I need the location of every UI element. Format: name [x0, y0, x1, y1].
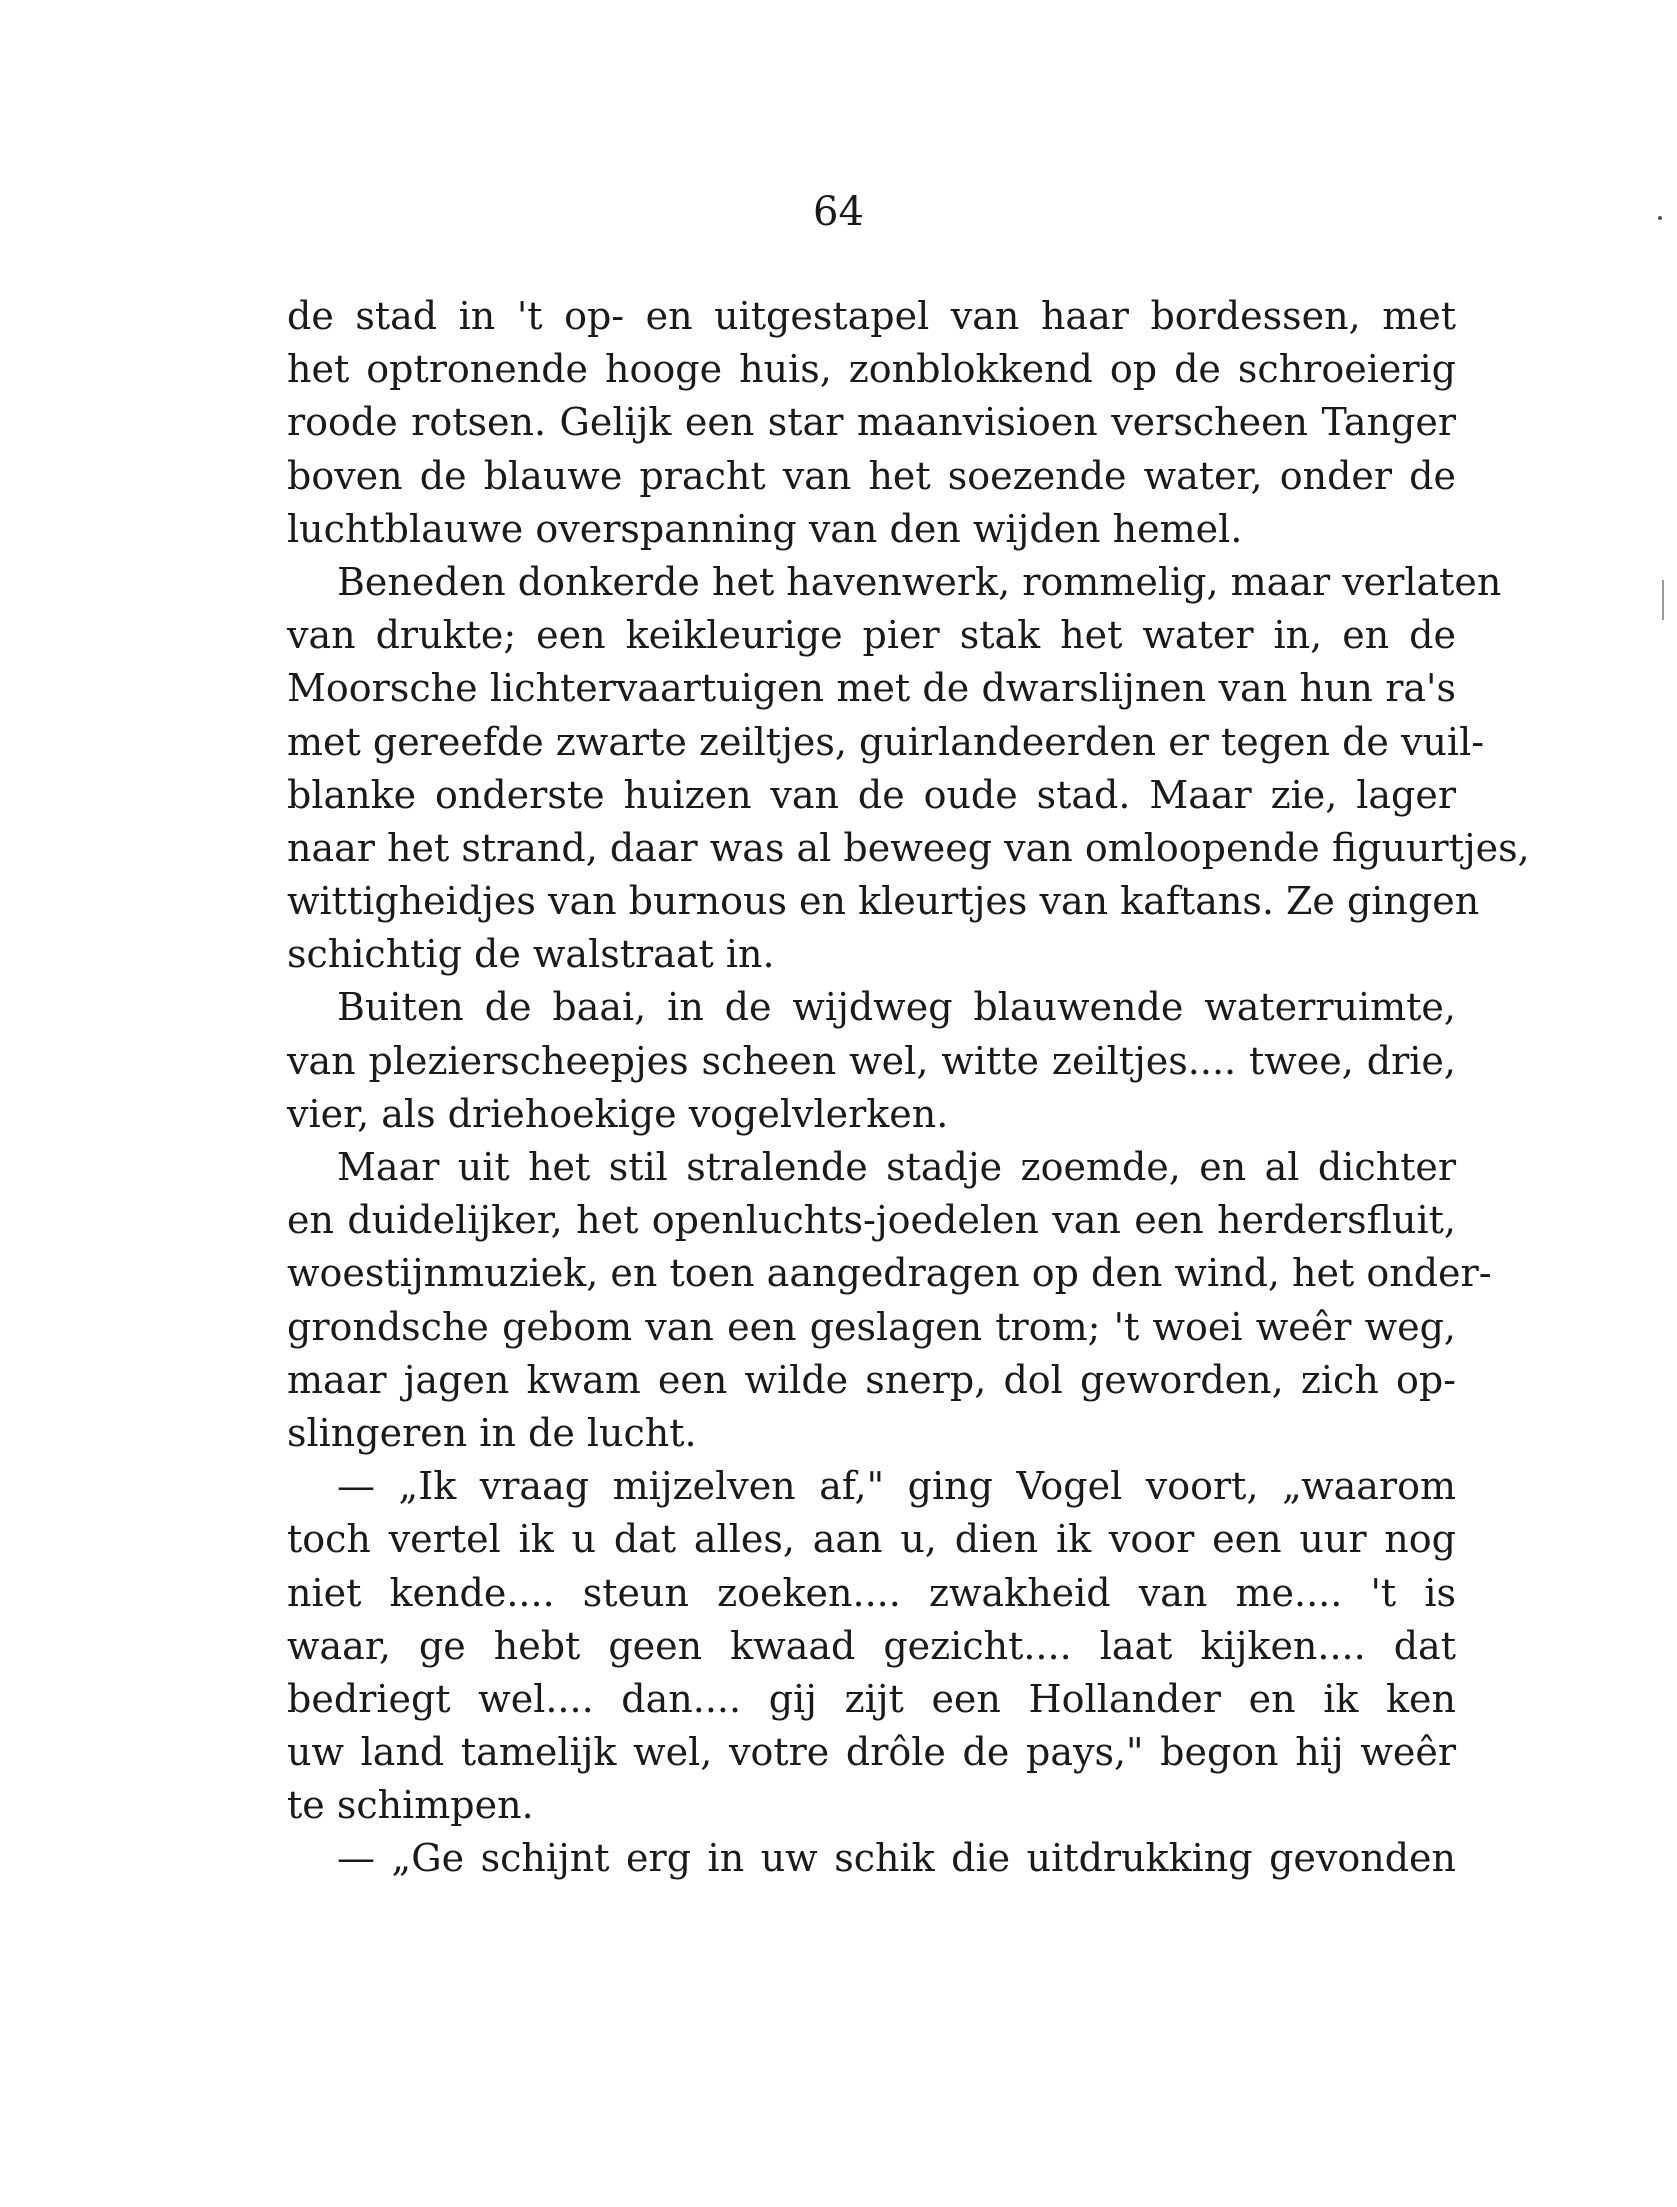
text-line: bedriegt wel.... dan.... gij zijt een Hollander en ik ken	[287, 1676, 1456, 1721]
text-line: roode rotsen. Gelijk een star maanvisioen verscheen Tanger	[287, 400, 1456, 445]
text-line: naar het strand, daar was al beweeg van omloopende figuurtjes,	[287, 825, 1530, 870]
text-line: toch vertel ik u dat alles, aan u, dien ik voor een uur nog	[287, 1517, 1456, 1562]
page-number: 64	[813, 189, 864, 235]
text-line: uw land tamelijk wel, votre drôle de pays," begon hij weêr	[287, 1730, 1456, 1775]
margin-mark	[1662, 580, 1664, 620]
text-line: woestijnmuziek, en toen aangedragen op den wind, het onder-	[287, 1251, 1492, 1296]
text-line: waar, ge hebt geen kwaad gezicht.... laat kijken.... dat	[287, 1623, 1456, 1668]
text-line: Maar uit het stil stralende stadje zoemde, en al dichter	[337, 1145, 1456, 1189]
text-line: te schimpen.	[287, 1783, 534, 1828]
text-line: maar jagen kwam een wilde snerp, dol geworden, zich op-	[287, 1357, 1456, 1402]
body-text	[287, 290, 1530, 1886]
text-line: — „Ik vraag mijzelven af," ging Vogel voort, „waarom	[337, 1464, 1456, 1509]
text-line: van plezierscheepjes scheen wel, witte zeiltjes.... twee, drie,	[287, 1038, 1456, 1083]
text-line: vier, als driehoekige vogelvlerken.	[287, 1091, 949, 1136]
text-line: de stad in 't op- en uitgestapel van haar bordessen, met	[287, 294, 1456, 338]
text-line: Moorsche lichtervaartuigen met de dwarslijnen van hun ra's	[287, 666, 1456, 711]
text-line: van drukte; een keikleurige pier stak het water in, en de	[287, 613, 1456, 658]
text-line: wittigheidjes van burnous en kleurtjes van kaftans. Ze gingen	[287, 879, 1480, 924]
margin-mark	[1658, 216, 1662, 220]
text-line: grondsche gebom van een geslagen trom; 't woei weêr weg,	[287, 1304, 1456, 1349]
text-line: met gereefde zwarte zeiltjes, guirlandeerden er tegen de vuil-	[287, 719, 1485, 764]
text-line: en duidelijker, het openluchts-joedelen van een herdersfluit,	[287, 1198, 1456, 1243]
text-line: — „Ge schijnt erg in uw schik die uitdrukking gevonden	[337, 1836, 1456, 1881]
text-line: luchtblauwe overspanning van den wijden hemel.	[287, 506, 1243, 551]
text-line: Beneden donkerde het havenwerk, rommelig, maar verlaten	[337, 559, 1502, 604]
text-line: schichtig de walstraat in.	[287, 932, 775, 977]
text-line: blanke onderste huizen van de oude stad. Maar zie, lager	[287, 772, 1456, 817]
text-line: het optronende hooge huis, zonblokkend op de schroeierig	[287, 347, 1456, 392]
text-line: niet kende.... steun zoeken.... zwakheid van me.... 't is	[287, 1570, 1456, 1615]
text-line: Buiten de baai, in de wijdweg blauwende waterruimte,	[337, 985, 1456, 1030]
text-line: boven de blauwe pracht van het soezende water, onder de	[287, 453, 1456, 498]
text-line: slingeren in de lucht.	[287, 1410, 697, 1455]
